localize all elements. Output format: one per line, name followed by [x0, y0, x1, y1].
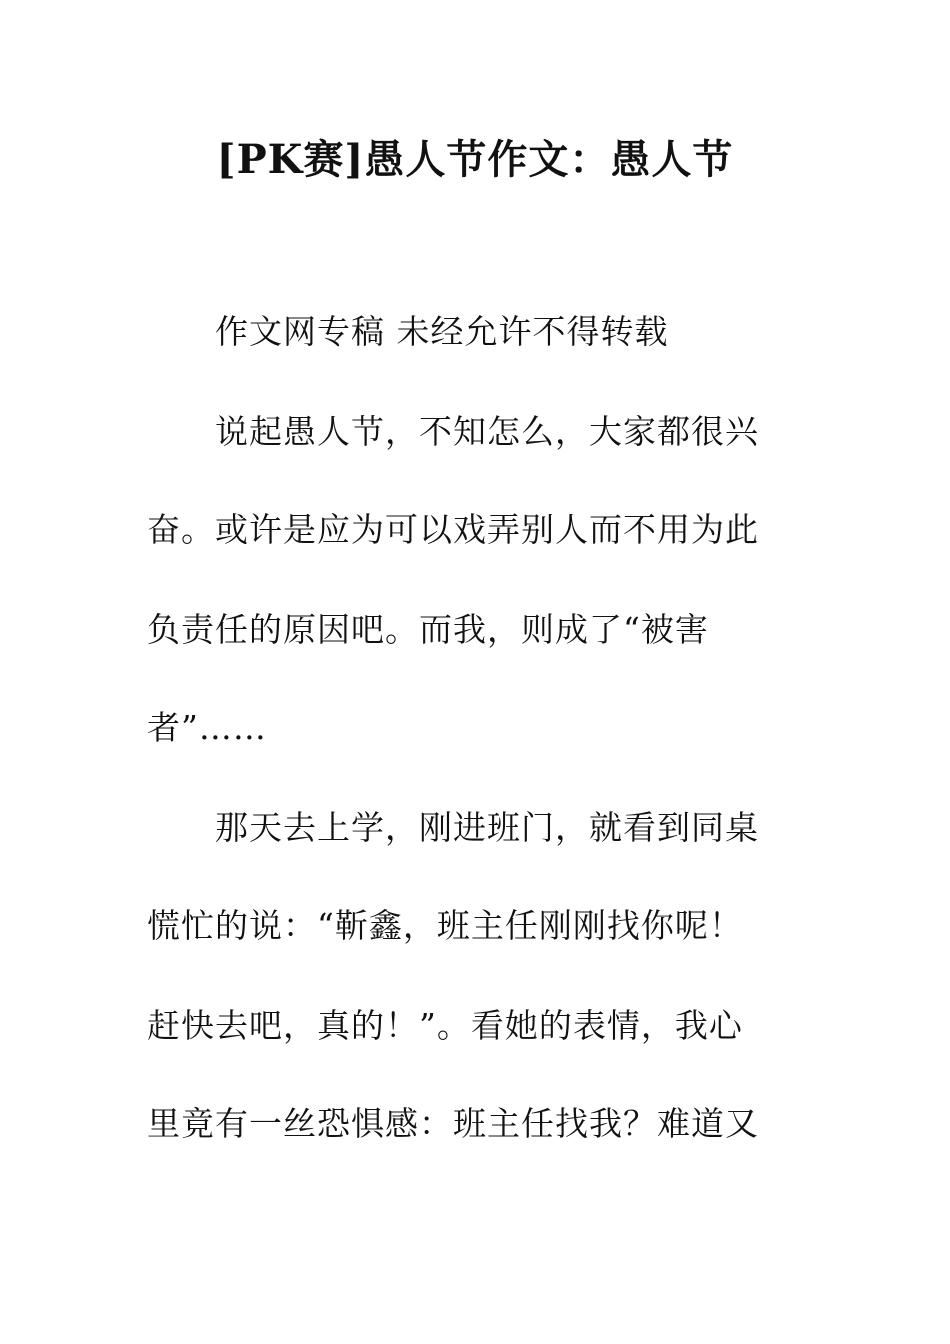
paragraph-line: 者”…… [147, 708, 267, 747]
paragraph-line: 里竟有一丝恐惧感：班主任找我？难道又 [147, 1104, 759, 1143]
paragraph-line: 慌忙的说：“靳鑫，班主任刚刚找你呢！ [147, 906, 743, 945]
document-title: [PK赛]愚人节作文：愚人节 [216, 136, 734, 183]
paragraph-line: 说起愚人节，不知怎么，大家都很兴 [215, 412, 759, 451]
paragraph-line: 那天去上学，刚进班门，就看到同桌 [215, 808, 759, 847]
source-notice: 作文网专稿 未经允许不得转载 [215, 312, 669, 351]
paragraph-line: 赶快去吧，真的！”。看她的表情，我心 [147, 1006, 743, 1045]
paragraph-line: 奋。或许是应为可以戏弄别人而不用为此 [147, 510, 759, 549]
paragraph-line: 负责任的原因吧。而我，则成了“被害 [147, 610, 709, 649]
